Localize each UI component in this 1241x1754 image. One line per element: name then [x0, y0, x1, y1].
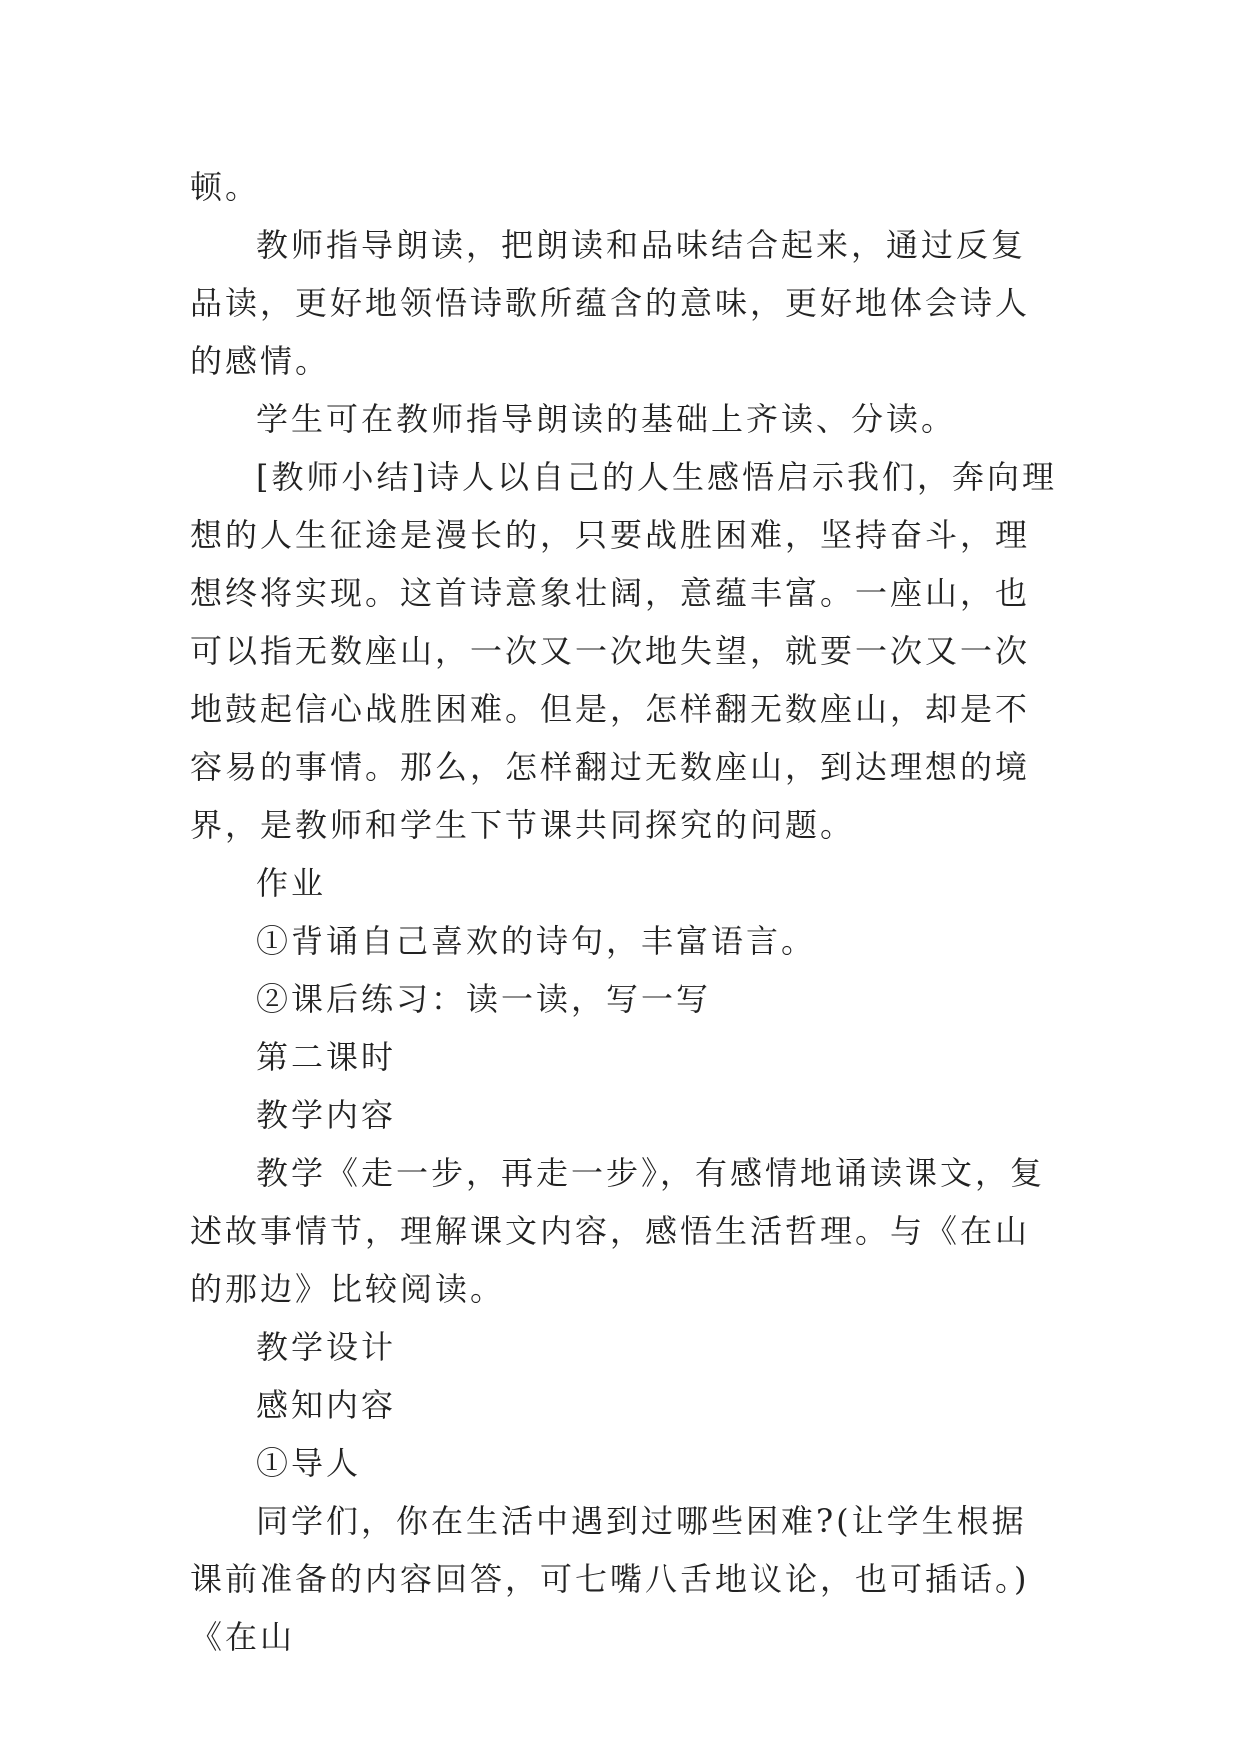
heading-homework: 作业: [256, 864, 327, 902]
heading-second-lesson: 第二课时: [256, 1038, 397, 1076]
paragraph-continuation: 顿。: [190, 168, 261, 206]
heading-perceive-content: 感知内容: [256, 1386, 397, 1424]
paragraph-introduction-question: 同学们，你在生活中遇到过哪些困难?(让学生根据课前准备的内容回答，可七嘴八舌地议论，也可插话。)《在山: [190, 1502, 1030, 1656]
paragraph-reading-guidance: 教师指导朗读，把朗读和品味结合起来，通过反复品读，更好地领悟诗歌所蕴含的意味，更好地体会诗人的感情。: [190, 226, 1031, 380]
document-body: [190, 158, 1060, 1666]
heading-teaching-content: 教学内容: [256, 1096, 397, 1134]
paragraph-teaching-content: 教学《走一步，再走一步》，有感情地诵读课文，复述故事情节，理解课文内容，感悟生活哲理。与《在山的那边》比较阅读。: [190, 1154, 1046, 1308]
list-item-homework-2: ②课后练习：读一读，写一写: [256, 980, 712, 1018]
paragraph-student-reading: 学生可在教师指导朗读的基础上齐读、分读。: [256, 400, 957, 438]
paragraph-teacher-summary: [教师小结]诗人以自己的人生感悟启示我们，奔向理想的人生征途是漫长的，只要战胜困难，坚持奋斗，理想终将实现。这首诗意象壮阔，意蕴丰富。一座山，也可以指无数座山，一次又一次地失望，就要一次又一次地鼓起信心战胜困难。但是，怎样翻无数座山，却是不容易的事情。那么，怎样翻过无数座山，到达理想的境界，是教师和学生下节课共同探究的问题。: [190, 458, 1057, 844]
list-item-homework-1: ①背诵自己喜欢的诗句，丰富语言。: [256, 922, 817, 960]
list-item-introduction: ①导人: [256, 1444, 362, 1482]
heading-teaching-design: 教学设计: [256, 1328, 397, 1366]
